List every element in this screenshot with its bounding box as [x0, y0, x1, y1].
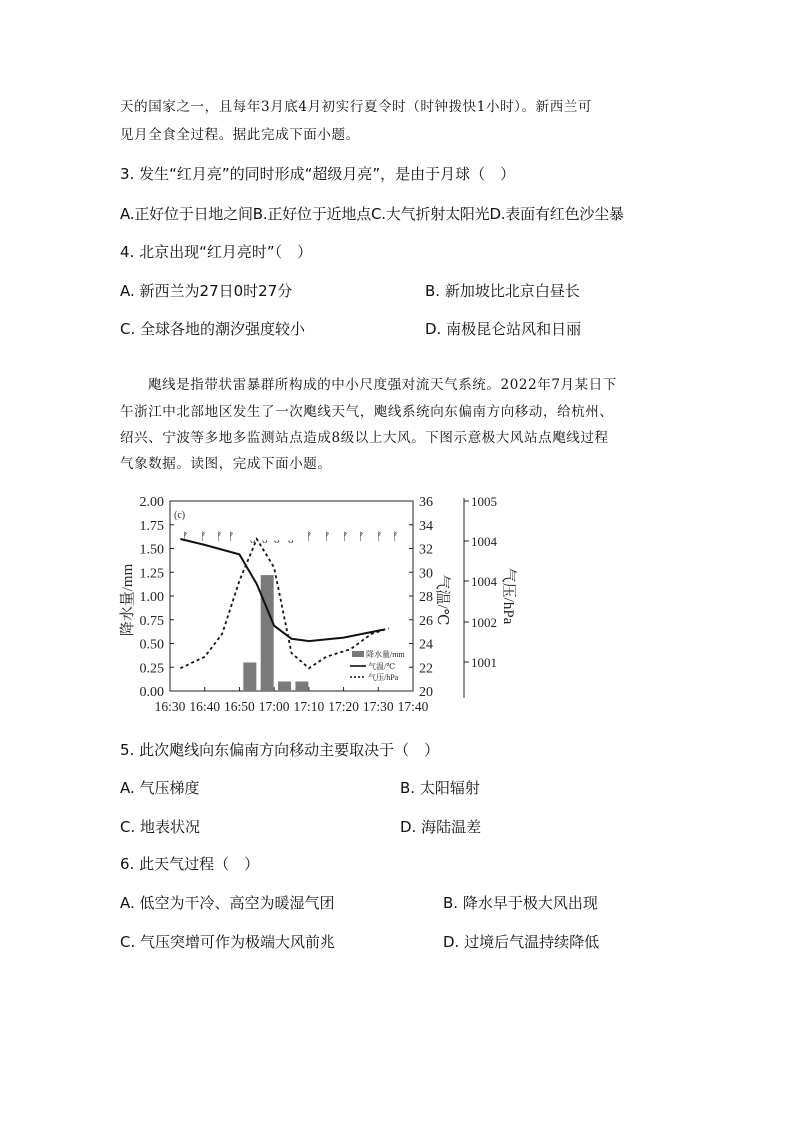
svg-text:ᚠ: ᚠ: [200, 531, 207, 543]
xtick-label: 17:30: [362, 699, 394, 714]
ytick-press-label: 1004: [471, 534, 497, 549]
ytick-temp-label: 26: [419, 613, 433, 629]
q5-option-c: C. 地表状况: [120, 818, 201, 836]
q6-stem: 6. 此天气过程（ ）: [120, 855, 260, 873]
ytick-temp-label: 28: [419, 590, 433, 605]
svg-text:ᚠ: ᚠ: [392, 531, 399, 543]
svg-text:ᚠ: ᚠ: [306, 531, 313, 543]
q4-option-c: C. 全球各地的潮汐强度较小: [120, 320, 306, 338]
wind-barbs: [182, 531, 399, 546]
precip-bar: [243, 663, 256, 692]
ytick-temp-label: 30: [419, 566, 433, 582]
passage2-line3: 绍兴、宁波等多地多监测站点造成8级以上大风。下图示意极大风站点飑线过程: [120, 430, 609, 446]
legend-precip: 降水量/mm: [366, 650, 405, 659]
q4-option-b: B. 新加坡比北京白昼长: [425, 282, 580, 300]
ytick-press-label: 1001: [471, 655, 497, 670]
ytick-temp-label: 20: [419, 685, 433, 700]
q6-option-c: C. 气压突增可作为极端大风前兆: [120, 933, 336, 951]
ylabel-precip: 降水量/mm: [120, 563, 136, 637]
xtick-label: 16:50: [224, 699, 255, 714]
q5-stem: 5. 此次飑线向东偏南方向移动主要取决于（ ）: [120, 741, 440, 759]
ytick-precip-label: 0.75: [139, 613, 164, 629]
passage1-line2: 见月全食全过程。据此完成下面小题。: [120, 127, 360, 143]
legend-press: 气压/hPa: [368, 673, 399, 682]
ytick-precip-label: 1.25: [139, 566, 164, 582]
precip-bar: [295, 682, 308, 692]
xtick-label: 17:20: [328, 699, 359, 714]
q6-option-b: B. 降水早于极大风出现: [443, 894, 598, 912]
q3-stem: 3. 发生“红月亮”的同时形成“超级月亮”，是由于月球（ ）: [120, 165, 516, 183]
q5-option-b: B. 太阳辐射: [400, 779, 480, 797]
svg-text:ᚠ: ᚠ: [182, 531, 189, 543]
ytick-press-label: 1002: [471, 615, 497, 630]
xtick-label: 17:40: [397, 699, 429, 714]
ytick-temp-label: 36: [419, 495, 433, 510]
ytick-precip-label: 1.00: [139, 590, 164, 605]
legend-swatch-precip: [352, 651, 364, 657]
ylabel-press: 气压/hPa: [500, 567, 516, 625]
svg-text:ᴗ: ᴗ: [250, 534, 256, 546]
passage1-line1: 天的国家之一，且每年3月底4月初实行夏令时（时钟拨快1小时）。新西兰可: [120, 99, 593, 115]
svg-text:ᚠ: ᚠ: [342, 531, 349, 543]
ytick-press-label: 1005: [471, 494, 497, 509]
passage2-line2: 午浙江中北部地区发生了一次飑线天气，飑线系统向东偏南方向移动，给杭州、: [120, 404, 614, 420]
xtick-label: 16:30: [154, 699, 186, 714]
ytick-precip-label: 1.50: [139, 542, 164, 558]
ytick-temp-label: 32: [419, 542, 433, 558]
ylabel-temp: 气温/℃: [434, 574, 450, 626]
precip-bar: [261, 575, 274, 691]
ytick-temp-label: 34: [419, 518, 433, 534]
ytick-precip-label: 0.50: [139, 637, 164, 653]
q4-option-d: D. 南极昆仑站风和日丽: [425, 320, 582, 338]
svg-text:ᴗ: ᴗ: [288, 534, 294, 546]
ytick-temp-label: 22: [419, 661, 433, 677]
ytick-precip-label: 1.75: [139, 518, 164, 534]
legend-temp: 气温/℃: [368, 662, 396, 671]
passage2-line4: 气象数据。读图，完成下面小题。: [120, 456, 332, 472]
xtick-label: 17:10: [293, 699, 325, 714]
panel-label: (c): [174, 510, 186, 521]
svg-text:ᚠ: ᚠ: [376, 531, 383, 543]
q5-option-a: A. 气压梯度: [120, 779, 200, 797]
q4-stem: 4. 北京出现“红月亮时”（ ）: [120, 243, 313, 261]
svg-text:ᴗ: ᴗ: [274, 534, 280, 546]
ytick-precip-label: 0.25: [139, 661, 164, 677]
xtick-label: 16:40: [189, 699, 221, 714]
svg-text:ᚠ: ᚠ: [228, 531, 235, 543]
q4-option-a: A. 新西兰为27日0时27分: [120, 282, 293, 300]
q6-option-a: A. 低空为干冷、高空为暖湿气团: [120, 894, 335, 912]
pressure-series-line: [180, 539, 388, 668]
svg-text:ᴗ: ᴗ: [262, 534, 268, 546]
svg-text:ᚠ: ᚠ: [358, 531, 365, 543]
xtick-label: 17:00: [258, 699, 290, 714]
ytick-precip-label: 2.00: [139, 495, 164, 510]
q3-options: A.正好位于日地之间B.正好位于近地点C.大气折射太阳光D.表面有红色沙尘暴: [120, 205, 624, 223]
precip-bar: [278, 682, 291, 692]
q5-option-d: D. 海陆温差: [400, 818, 482, 836]
ytick-precip-label: 0.00: [139, 685, 164, 700]
squall-line-chart: [112, 488, 552, 718]
svg-text:ᚠ: ᚠ: [216, 531, 223, 543]
svg-text:ᚠ: ᚠ: [324, 531, 331, 543]
ytick-temp-label: 24: [419, 637, 433, 653]
temperature-series-line: [180, 539, 385, 641]
legend: [350, 649, 405, 682]
q6-option-d: D. 过境后气温持续降低: [443, 933, 600, 951]
ytick-press-label: 1004: [471, 574, 497, 589]
passage2-line1: 飑线是指带状雷暴群所构成的中小尺度强对流天气系统。2022年7月某日下: [148, 377, 617, 393]
